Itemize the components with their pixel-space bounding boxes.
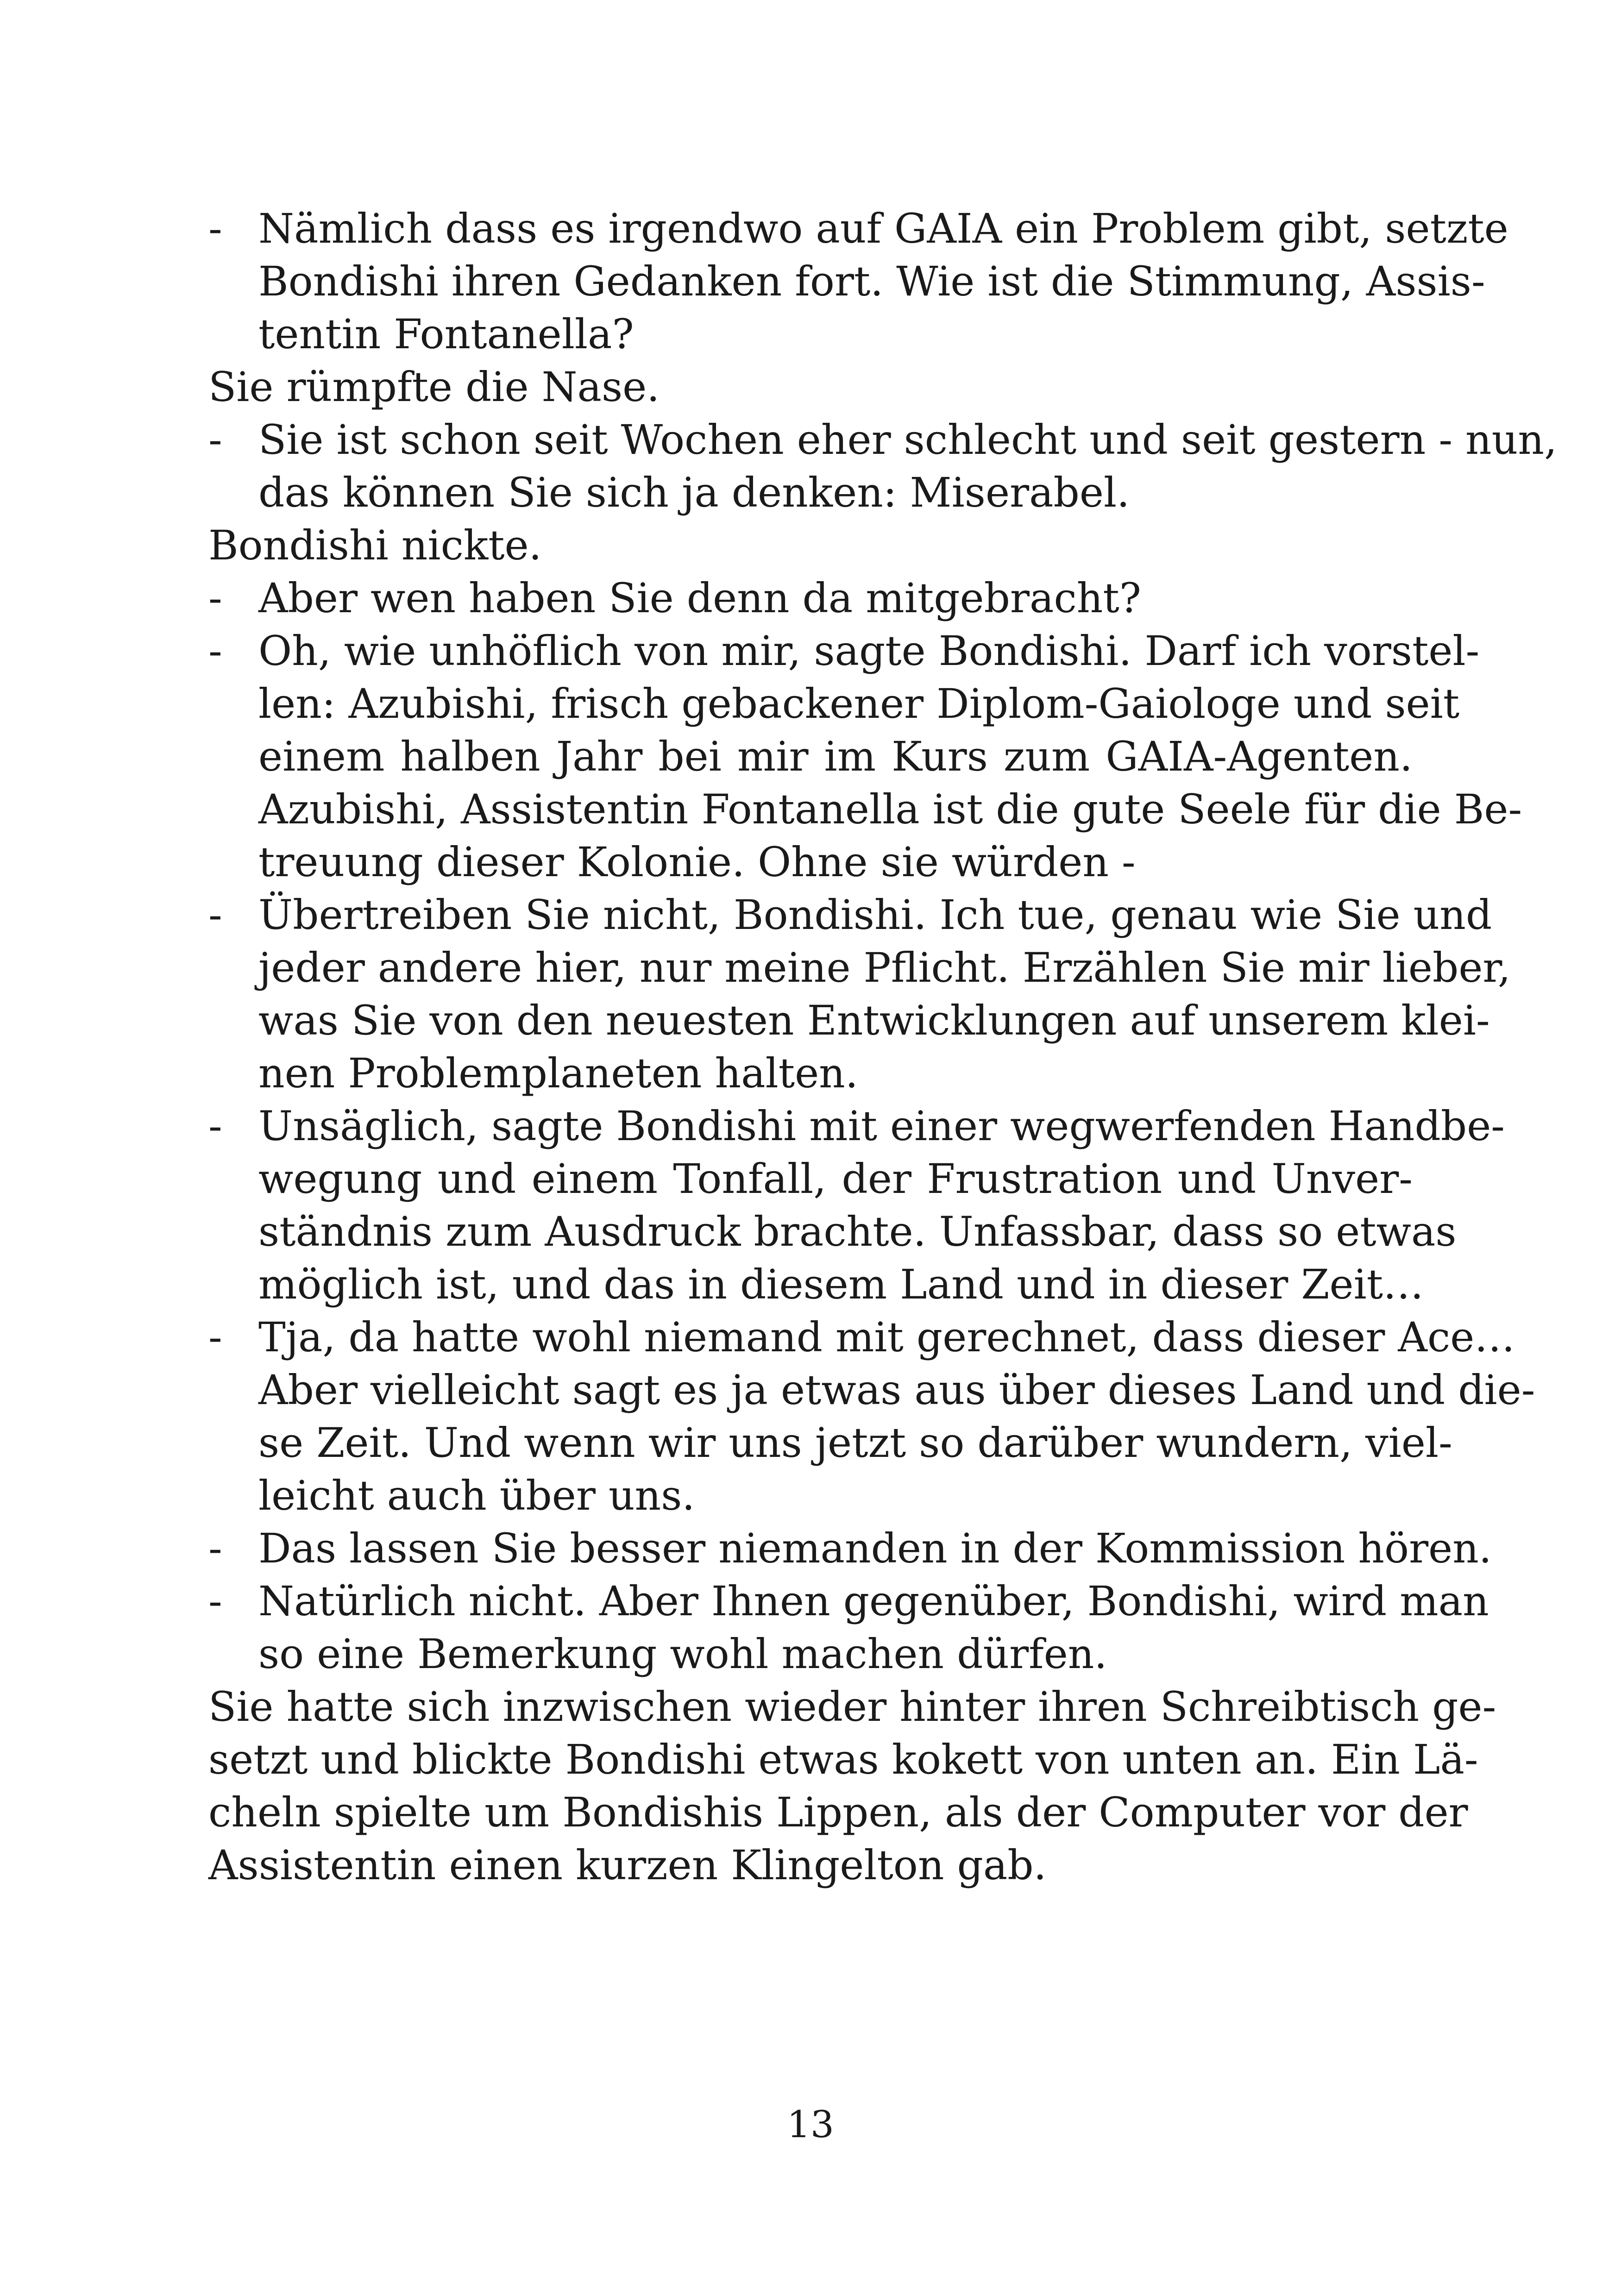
dialogue-dash: -	[208, 416, 222, 464]
text-line: Sie ist schon seit Wochen eher schlecht und seit gestern - nun,	[258, 416, 1558, 464]
text-line: Natürlich nicht. Aber Ihnen gegenüber, Bondishi, wird man	[258, 1577, 1489, 1625]
narration-paragraph	[208, 519, 1413, 572]
text-line: jeder andere hier, nur meine Pflicht. Erzählen Sie mir lieber,	[258, 944, 1511, 991]
dialogue-paragraph	[208, 889, 1511, 1100]
text-line: Bondishi ihren Gedanken fort. Wie ist die Stimmung, Assis-	[258, 257, 1485, 305]
text-line: Unsäglich, sagte Bondishi mit einer wegwerfenden Handbe-	[258, 1102, 1505, 1150]
dialogue-dash: -	[208, 574, 222, 622]
text-line: len: Azubishi, frisch gebackener Diplom-Gaiologe und seit	[258, 680, 1460, 728]
dialogue-paragraph	[208, 414, 1558, 519]
dialogue-paragraph	[208, 1522, 1492, 1575]
text-line: Aber vielleicht sagt es ja etwas aus über dieses Land und die-	[258, 1366, 1535, 1414]
text-line: Das lassen Sie besser niemanden in der Kommission hören.	[258, 1524, 1492, 1572]
text-line: cheln spielte um Bondishis Lippen, als der Computer vor der	[208, 1788, 1468, 1836]
text-line: ständnis zum Ausdruck brachte. Unfassbar, dass so etwas	[258, 1208, 1457, 1255]
dialogue-dash: -	[208, 891, 222, 939]
dialogue-dash: -	[208, 205, 222, 252]
text-line: leicht auch über uns.	[258, 1472, 695, 1519]
dialogue-paragraph	[208, 625, 1522, 889]
text-line: Bondishi nickte.	[208, 521, 542, 569]
dialogue-dash: -	[208, 1524, 222, 1572]
dialogue-dash: -	[208, 1102, 222, 1150]
text-line: nen Problemplaneten halten.	[258, 1049, 858, 1097]
text-line: Sie rümpfte die Nase.	[208, 363, 660, 411]
narration-paragraph	[208, 361, 1413, 414]
text-line: Azubishi, Assistentin Fontanella ist die gute Seele für die Be-	[258, 785, 1522, 833]
dialogue-paragraph	[208, 572, 1413, 625]
text-line: einem halben Jahr bei mir im Kurs zum GAIA-Agenten.	[258, 733, 1413, 780]
text-line: das können Sie sich ja denken: Miserabel.	[258, 469, 1130, 516]
dialogue-dash: -	[208, 1313, 222, 1361]
text-line: Sie hatte sich inzwischen wieder hinter ihren Schreibtisch ge-	[208, 1683, 1496, 1731]
text-line: Oh, wie unhöflich von mir, sagte Bondishi. Darf ich vorstel-	[258, 627, 1480, 675]
text-line: tentin Fontanella?	[258, 310, 634, 358]
dialogue-dash: -	[208, 627, 222, 675]
text-line: wegung und einem Tonfall, der Frustration und Unver-	[258, 1155, 1413, 1203]
text-line: treuung dieser Kolonie. Ohne sie würden -	[258, 838, 1136, 886]
text-line: Nämlich dass es irgendwo auf GAIA ein Problem gibt, setzte	[258, 205, 1508, 252]
narration-paragraph	[208, 1681, 1496, 1892]
text-line: Assistentin einen kurzen Klingelton gab.	[208, 1841, 1047, 1889]
text-line: setzt und blickte Bondishi etwas kokett von unten an. Ein Lä-	[208, 1736, 1478, 1783]
dialogue-paragraph	[208, 1311, 1535, 1522]
dialogue-dash: -	[208, 1577, 222, 1625]
text-line: Übertreiben Sie nicht, Bondishi. Ich tue, genau wie Sie und	[258, 891, 1492, 939]
text-line: was Sie von den neuesten Entwicklungen auf unserem klei-	[258, 997, 1490, 1044]
dialogue-paragraph	[208, 1100, 1505, 1311]
text-line: Tja, da hatte wohl niemand mit gerechnet, dass dieser Ace…	[258, 1313, 1515, 1361]
text-line: so eine Bemerkung wohl machen dürfen.	[258, 1630, 1107, 1678]
dialogue-paragraph	[208, 202, 1508, 361]
body-text	[208, 202, 1558, 1892]
text-line: Aber wen haben Sie denn da mitgebracht?	[258, 574, 1141, 622]
text-line: se Zeit. Und wenn wir uns jetzt so darüber wundern, viel-	[258, 1419, 1452, 1467]
dialogue-paragraph	[208, 1575, 1489, 1681]
page-number: 13	[787, 2103, 834, 2146]
text-line: möglich ist, und das in diesem Land und in dieser Zeit…	[258, 1261, 1424, 1308]
